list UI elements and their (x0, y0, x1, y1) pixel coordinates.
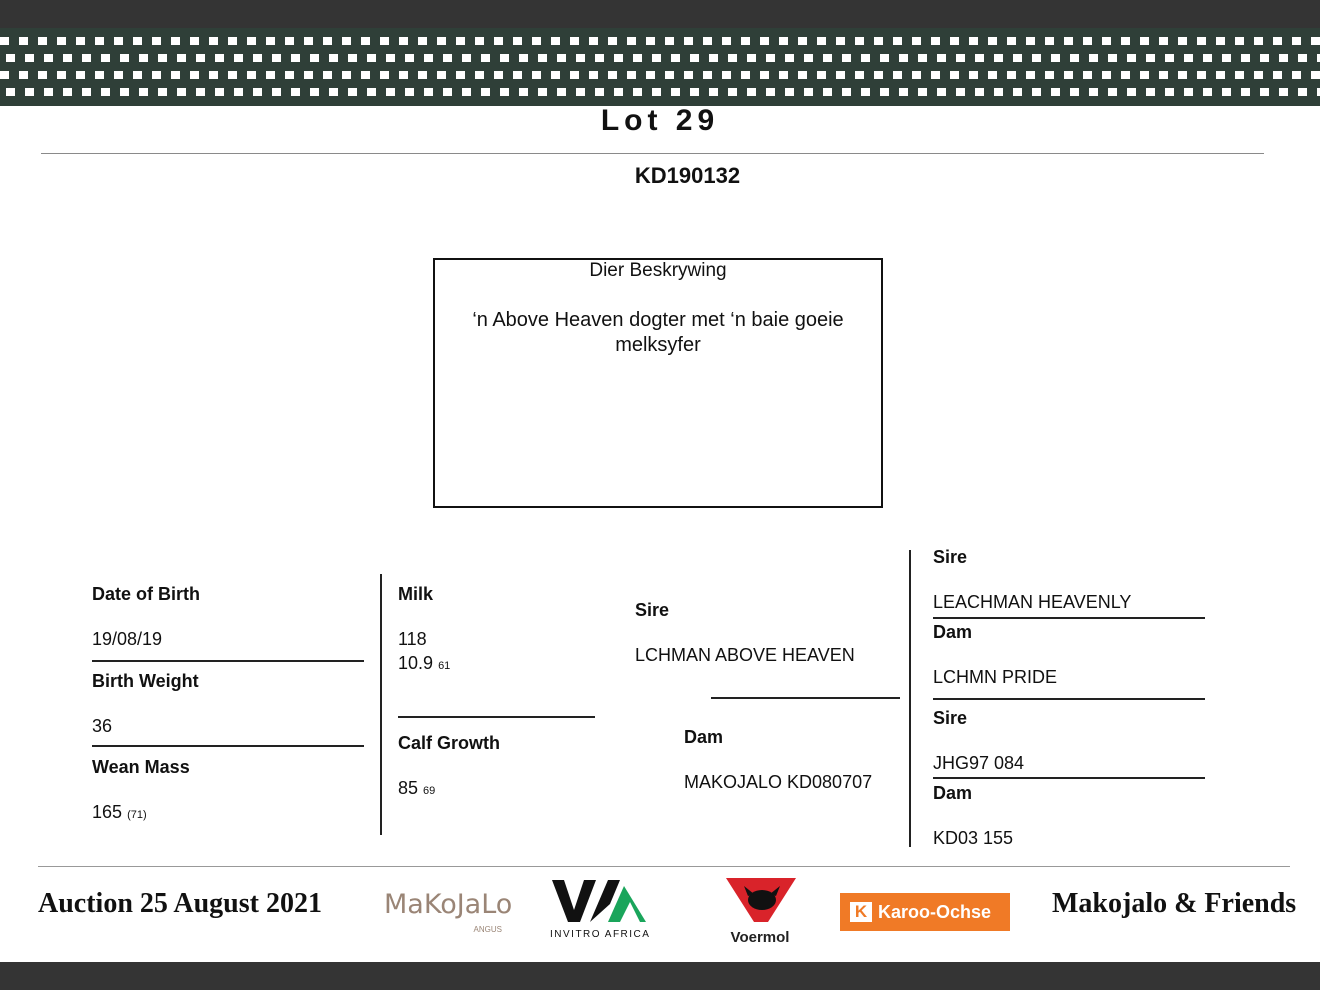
dam-dam-name: KD03 155 (933, 828, 1014, 848)
divider (933, 698, 1205, 700)
wean-mass-value (92, 802, 147, 823)
voermol-bull-icon (726, 878, 796, 922)
divider (398, 716, 595, 718)
divider (933, 617, 1205, 619)
sire-dam-name: LCHMN PRIDE (933, 667, 1058, 687)
description-title: Dier Beskrywing (589, 260, 727, 281)
dam-dam-label: Dam (933, 783, 973, 803)
auction-date: Auction 25 August 2021 (38, 888, 322, 919)
milk-value-number: 10.9 (398, 653, 434, 673)
makojalo-logo (384, 889, 513, 936)
description-box (433, 258, 883, 508)
dam-name: MAKOJALO KD080707 (684, 772, 873, 792)
divider (933, 777, 1205, 779)
karoo-text: Karoo-Ochse (878, 901, 992, 922)
makojalo-wordmark: MaKoJaLo (384, 889, 513, 920)
calf-growth-value (398, 778, 435, 799)
pedigree-divider (909, 550, 911, 847)
karoo-logo (840, 893, 1010, 931)
divider (711, 697, 900, 699)
iva-text: INVITRO AFRICA (550, 929, 651, 940)
karoo-k-icon: K (850, 902, 872, 922)
sire-dam-label: Dam (933, 622, 973, 642)
dam-label: Dam (684, 727, 724, 747)
divider (92, 745, 364, 747)
footer-divider (38, 866, 1290, 867)
voermol-logo (720, 878, 800, 946)
header-pattern (0, 28, 1320, 106)
sire-sire-name: LEACHMAN HEAVENLY (933, 592, 1132, 612)
lot-title: Lot 29 (600, 104, 720, 137)
sire-label: Sire (635, 600, 670, 620)
birth-weight-label: Birth Weight (92, 671, 199, 691)
iva-mark-icon (550, 880, 650, 922)
description-text: ‘n Above Heaven dogter met ‘n baie goeie melksyfer (472, 309, 844, 356)
wean-mass-label: Wean Mass (92, 757, 190, 777)
makojalo-sub: ANGUS (473, 925, 502, 934)
sire-name: LCHMAN ABOVE HEAVEN (635, 645, 855, 665)
animal-id: KD190132 (634, 163, 741, 188)
sire-sire-label: Sire (933, 547, 968, 567)
divider (92, 660, 364, 662)
top-bar (0, 0, 1320, 28)
column-divider (380, 574, 382, 835)
calf-growth-label: Calf Growth (398, 733, 500, 753)
dam-sire-name: JHG97 084 (933, 753, 1025, 773)
wean-mass-number: 165 (92, 802, 123, 822)
iva-logo (550, 880, 650, 940)
milk-value: 118 (398, 629, 427, 649)
wean-mass-index: (71) (127, 809, 147, 821)
milk-value-2 (398, 653, 450, 674)
title-divider (41, 153, 1264, 154)
date-of-birth-label: Date of Birth (92, 584, 200, 604)
milk-index: 61 (438, 660, 451, 672)
dam-sire-label: Sire (933, 708, 968, 728)
calf-growth-number: 85 (398, 778, 419, 798)
voermol-text: Voermol (730, 929, 790, 946)
brand-name: Makojalo & Friends (1052, 888, 1297, 919)
calf-growth-index: 69 (423, 785, 436, 797)
milk-label: Milk (398, 584, 434, 604)
birth-weight-value: 36 (92, 716, 113, 736)
bottom-bar (0, 962, 1320, 990)
date-of-birth-value: 19/08/19 (92, 629, 163, 649)
